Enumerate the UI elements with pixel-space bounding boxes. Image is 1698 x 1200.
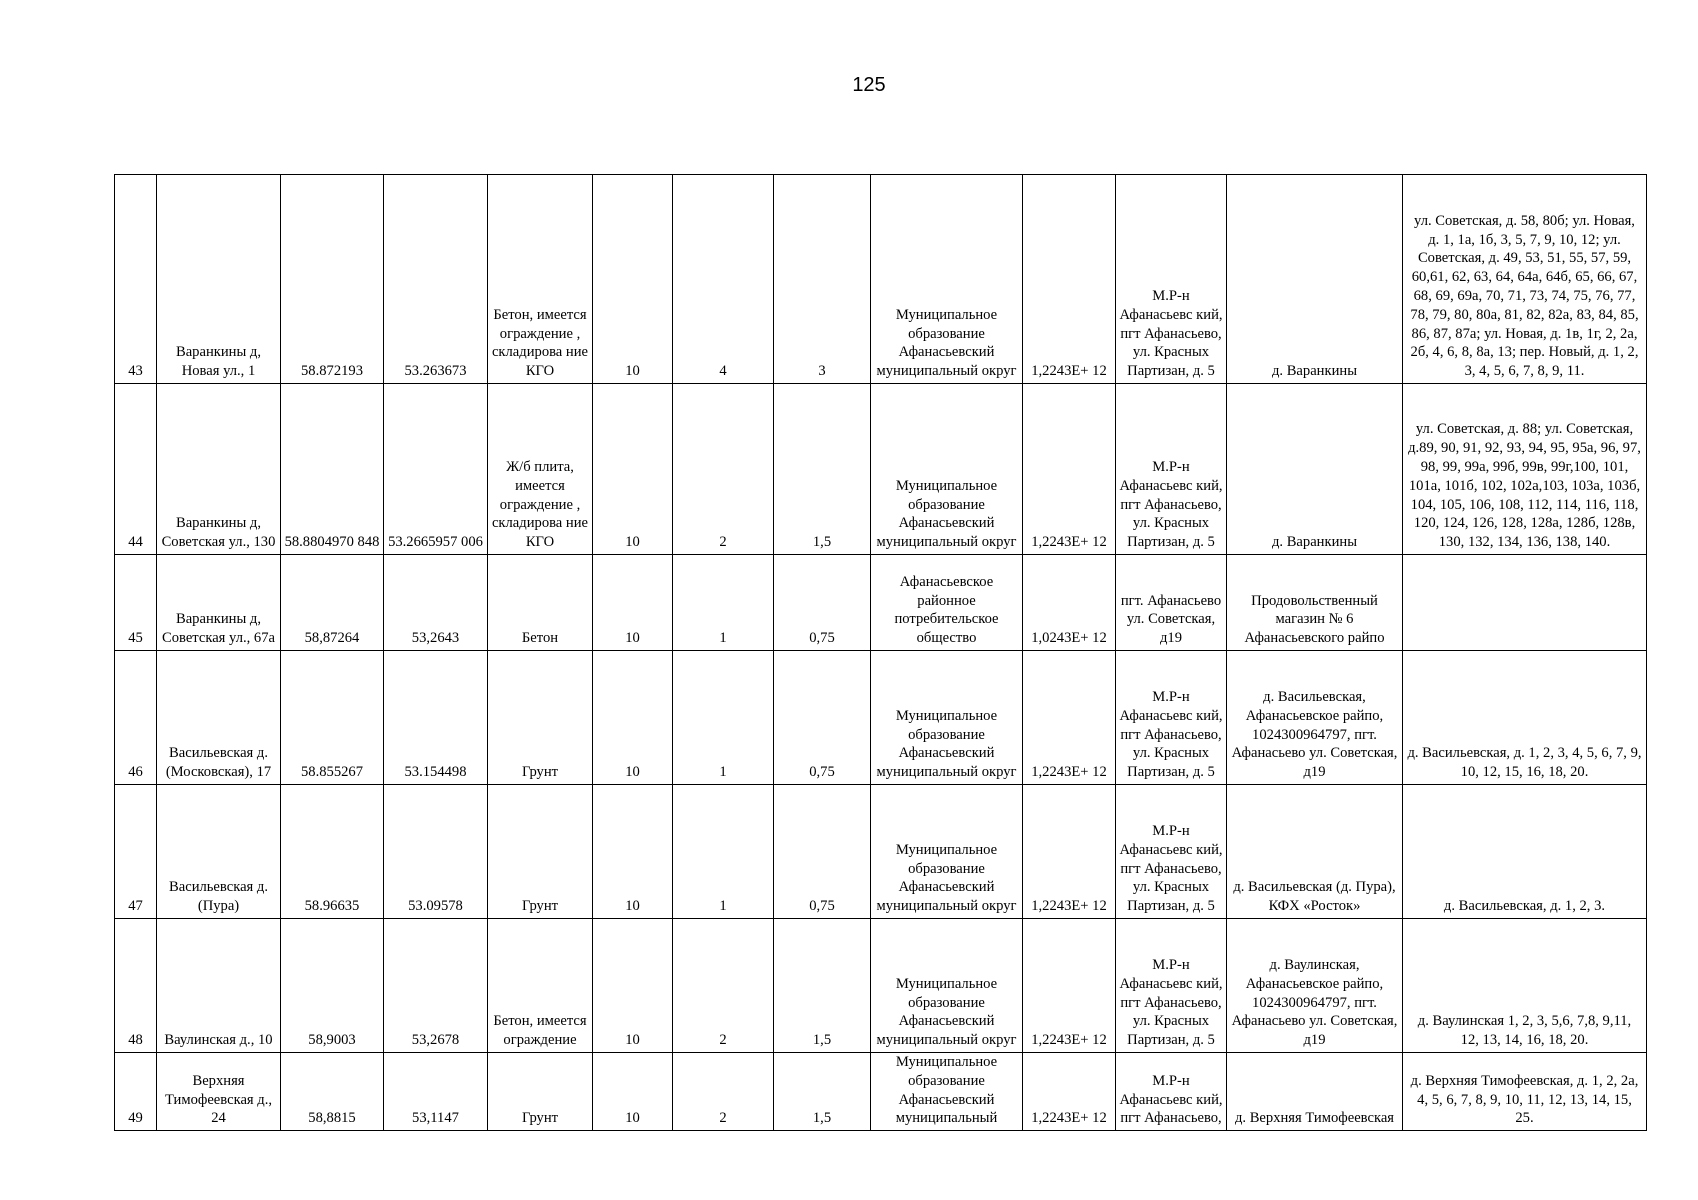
latitude: 58,9003	[281, 919, 384, 1053]
owner-address: М.Р-н Афанасьевс кий, пгт Афанасьево, ул. Красных Партизан, д. 5	[1116, 919, 1227, 1053]
owner-ogrn: 1,2243E+ 12	[1023, 785, 1116, 919]
container-volume: 1,5	[774, 919, 871, 1053]
table-body	[115, 175, 1647, 1131]
longitude: 53.263673	[384, 175, 488, 384]
surface-type: Грунт	[488, 651, 593, 785]
longitude: 53,1147	[384, 1053, 488, 1131]
waste-source: д. Васильевская (д. Пура), КФХ «Росток»	[1227, 785, 1403, 919]
container-count: 4	[673, 175, 774, 384]
container-count: 2	[673, 1053, 774, 1131]
owner-ogrn: 1,2243E+ 12	[1023, 1053, 1116, 1131]
container-volume: 0,75	[774, 555, 871, 651]
table-row	[115, 785, 1647, 919]
container-volume: 0,75	[774, 651, 871, 785]
owner-address: пгт. Афанасьево ул. Советская, д19	[1116, 555, 1227, 651]
owner-name: Афанасьевское районное потребительское общество	[871, 555, 1023, 651]
row-number: 47	[115, 785, 157, 919]
served-addresses: ул. Советская, д. 88; ул. Советская, д.89, 90, 91, 92, 93, 94, 95, 95а, 96, 97, 98, 99, 99а, 99б, 99в, 99г,100, 101, 101а, 101б, 102, 102а,103, 103а, 103б, 104, 105, 106, 108, 112, 114, 116, 118, 120, 124, 126, 128, 128а, 128б, 128в, 130, 132, 134, 136, 138, 140.	[1403, 384, 1647, 555]
owner-address: М.Р-н Афанасьевс кий, пгт Афанасьево, ул. Красных Партизан, д. 5	[1116, 175, 1227, 384]
row-number: 48	[115, 919, 157, 1053]
site-area: 10	[593, 785, 673, 919]
site-area: 10	[593, 651, 673, 785]
site-address: Васильевская д. (Пура)	[157, 785, 281, 919]
container-count: 1	[673, 555, 774, 651]
owner-ogrn: 1,0243E+ 12	[1023, 555, 1116, 651]
longitude: 53.2665957 006	[384, 384, 488, 555]
container-volume: 1,5	[774, 1053, 871, 1131]
table-row	[115, 919, 1647, 1053]
owner-name: Муниципальное образование Афанасьевский муниципальный округ	[871, 175, 1023, 384]
table-row	[115, 384, 1647, 555]
owner-address: М.Р-н Афанасьевс кий, пгт Афанасьево, ул. Красных Партизан, д. 5	[1116, 651, 1227, 785]
surface-type: Бетон, имеется ограждение	[488, 919, 593, 1053]
owner-name: Муниципальное образование Афанасьевский муниципальный округ	[871, 651, 1023, 785]
waste-source: д. Варанкины	[1227, 175, 1403, 384]
container-volume: 1,5	[774, 384, 871, 555]
owner-name: Муниципальное образование Афанасьевский муниципальный	[871, 1053, 1023, 1131]
container-volume: 0,75	[774, 785, 871, 919]
waste-source: д. Ваулинская, Афанасьевское райпо, 1024300964797, пгт. Афанасьево ул. Советская, д19	[1227, 919, 1403, 1053]
waste-source: Продовольственный магазин № 6 Афанасьевского райпо	[1227, 555, 1403, 651]
latitude: 58,87264	[281, 555, 384, 651]
site-area: 10	[593, 919, 673, 1053]
owner-ogrn: 1,2243E+ 12	[1023, 919, 1116, 1053]
served-addresses: д. Верхняя Тимофеевская, д. 1, 2, 2а, 4, 5, 6, 7, 8, 9, 10, 11, 12, 13, 14, 15, 25.	[1403, 1053, 1647, 1131]
container-count: 2	[673, 919, 774, 1053]
row-number: 49	[115, 1053, 157, 1131]
owner-name: Муниципальное образование Афанасьевский муниципальный округ	[871, 785, 1023, 919]
served-addresses	[1403, 555, 1647, 651]
latitude: 58,8815	[281, 1053, 384, 1131]
row-number: 46	[115, 651, 157, 785]
served-addresses: д. Васильевская, д. 1, 2, 3, 4, 5, 6, 7, 9, 10, 12, 15, 16, 18, 20.	[1403, 651, 1647, 785]
owner-ogrn: 1,2243E+ 12	[1023, 175, 1116, 384]
container-volume: 3	[774, 175, 871, 384]
waste-source: д. Варанкины	[1227, 384, 1403, 555]
surface-type: Грунт	[488, 785, 593, 919]
longitude: 53.154498	[384, 651, 488, 785]
surface-type: Бетон	[488, 555, 593, 651]
waste-source: д. Верхняя Тимофеевская	[1227, 1053, 1403, 1131]
site-area: 10	[593, 555, 673, 651]
waste-source: д. Васильевская, Афанасьевское райпо, 1024300964797, пгт. Афанасьево ул. Советская, д19	[1227, 651, 1403, 785]
table-row	[115, 555, 1647, 651]
served-addresses: ул. Советская, д. 58, 80б; ул. Новая, д. 1, 1а, 1б, 3, 5, 7, 9, 10, 12; ул. Советская, д. 49, 53, 51, 55, 57, 59, 60,61, 62, 63, 64, 64а, 64б, 65, 66, 67, 68, 69, 69а, 70, 71, 73, 74, 75, 76, 77, 78, 79, 80, 80а, 81, 82, 82а, 83, 84, 85, 86, 87, 87а; ул. Новая, д. 1в, 1г, 2, 2а, 2б, 4, 6, 8, 8а, 13; пер. Новый, д. 1, 2, 3, 4, 5, 6, 7, 8, 9, 11.	[1403, 175, 1647, 384]
row-number: 45	[115, 555, 157, 651]
site-address: Ваулинская д., 10	[157, 919, 281, 1053]
site-address: Васильевская д. (Московская), 17	[157, 651, 281, 785]
owner-ogrn: 1,2243E+ 12	[1023, 384, 1116, 555]
latitude: 58.96635	[281, 785, 384, 919]
site-area: 10	[593, 384, 673, 555]
owner-address: М.Р-н Афанасьевс кий, пгт Афанасьево,	[1116, 1053, 1227, 1131]
served-addresses: д. Ваулинская 1, 2, 3, 5,6, 7,8, 9,11, 12, 13, 14, 16, 18, 20.	[1403, 919, 1647, 1053]
container-count: 1	[673, 785, 774, 919]
owner-name: Муниципальное образование Афанасьевский муниципальный округ	[871, 919, 1023, 1053]
waste-site-registry-table	[114, 174, 1647, 1131]
table-row	[115, 1053, 1647, 1131]
served-addresses: д. Васильевская, д. 1, 2, 3.	[1403, 785, 1647, 919]
container-count: 2	[673, 384, 774, 555]
latitude: 58.872193	[281, 175, 384, 384]
owner-address: М.Р-н Афанасьевс кий, пгт Афанасьево, ул. Красных Партизан, д. 5	[1116, 785, 1227, 919]
site-address: Варанкины д, Советская ул., 130	[157, 384, 281, 555]
row-number: 44	[115, 384, 157, 555]
site-address: Верхняя Тимофеевская д., 24	[157, 1053, 281, 1131]
owner-ogrn: 1,2243E+ 12	[1023, 651, 1116, 785]
surface-type: Грунт	[488, 1053, 593, 1131]
row-number: 43	[115, 175, 157, 384]
site-area: 10	[593, 1053, 673, 1131]
page-number: 125	[852, 74, 886, 96]
container-count: 1	[673, 651, 774, 785]
owner-address: М.Р-н Афанасьевс кий, пгт Афанасьево, ул. Красных Партизан, д. 5	[1116, 384, 1227, 555]
longitude: 53,2643	[384, 555, 488, 651]
longitude: 53,2678	[384, 919, 488, 1053]
latitude: 58.855267	[281, 651, 384, 785]
longitude: 53.09578	[384, 785, 488, 919]
owner-name: Муниципальное образование Афанасьевский муниципальный округ	[871, 384, 1023, 555]
latitude: 58.8804970 848	[281, 384, 384, 555]
surface-type: Бетон, имеется ограждение , складирова ние КГО	[488, 175, 593, 384]
site-address: Варанкины д, Советская ул., 67а	[157, 555, 281, 651]
site-area: 10	[593, 175, 673, 384]
table-row	[115, 175, 1647, 384]
table-row	[115, 651, 1647, 785]
site-address: Варанкины д, Новая ул., 1	[157, 175, 281, 384]
surface-type: Ж/б плита, имеется ограждение , складирова ние КГО	[488, 384, 593, 555]
